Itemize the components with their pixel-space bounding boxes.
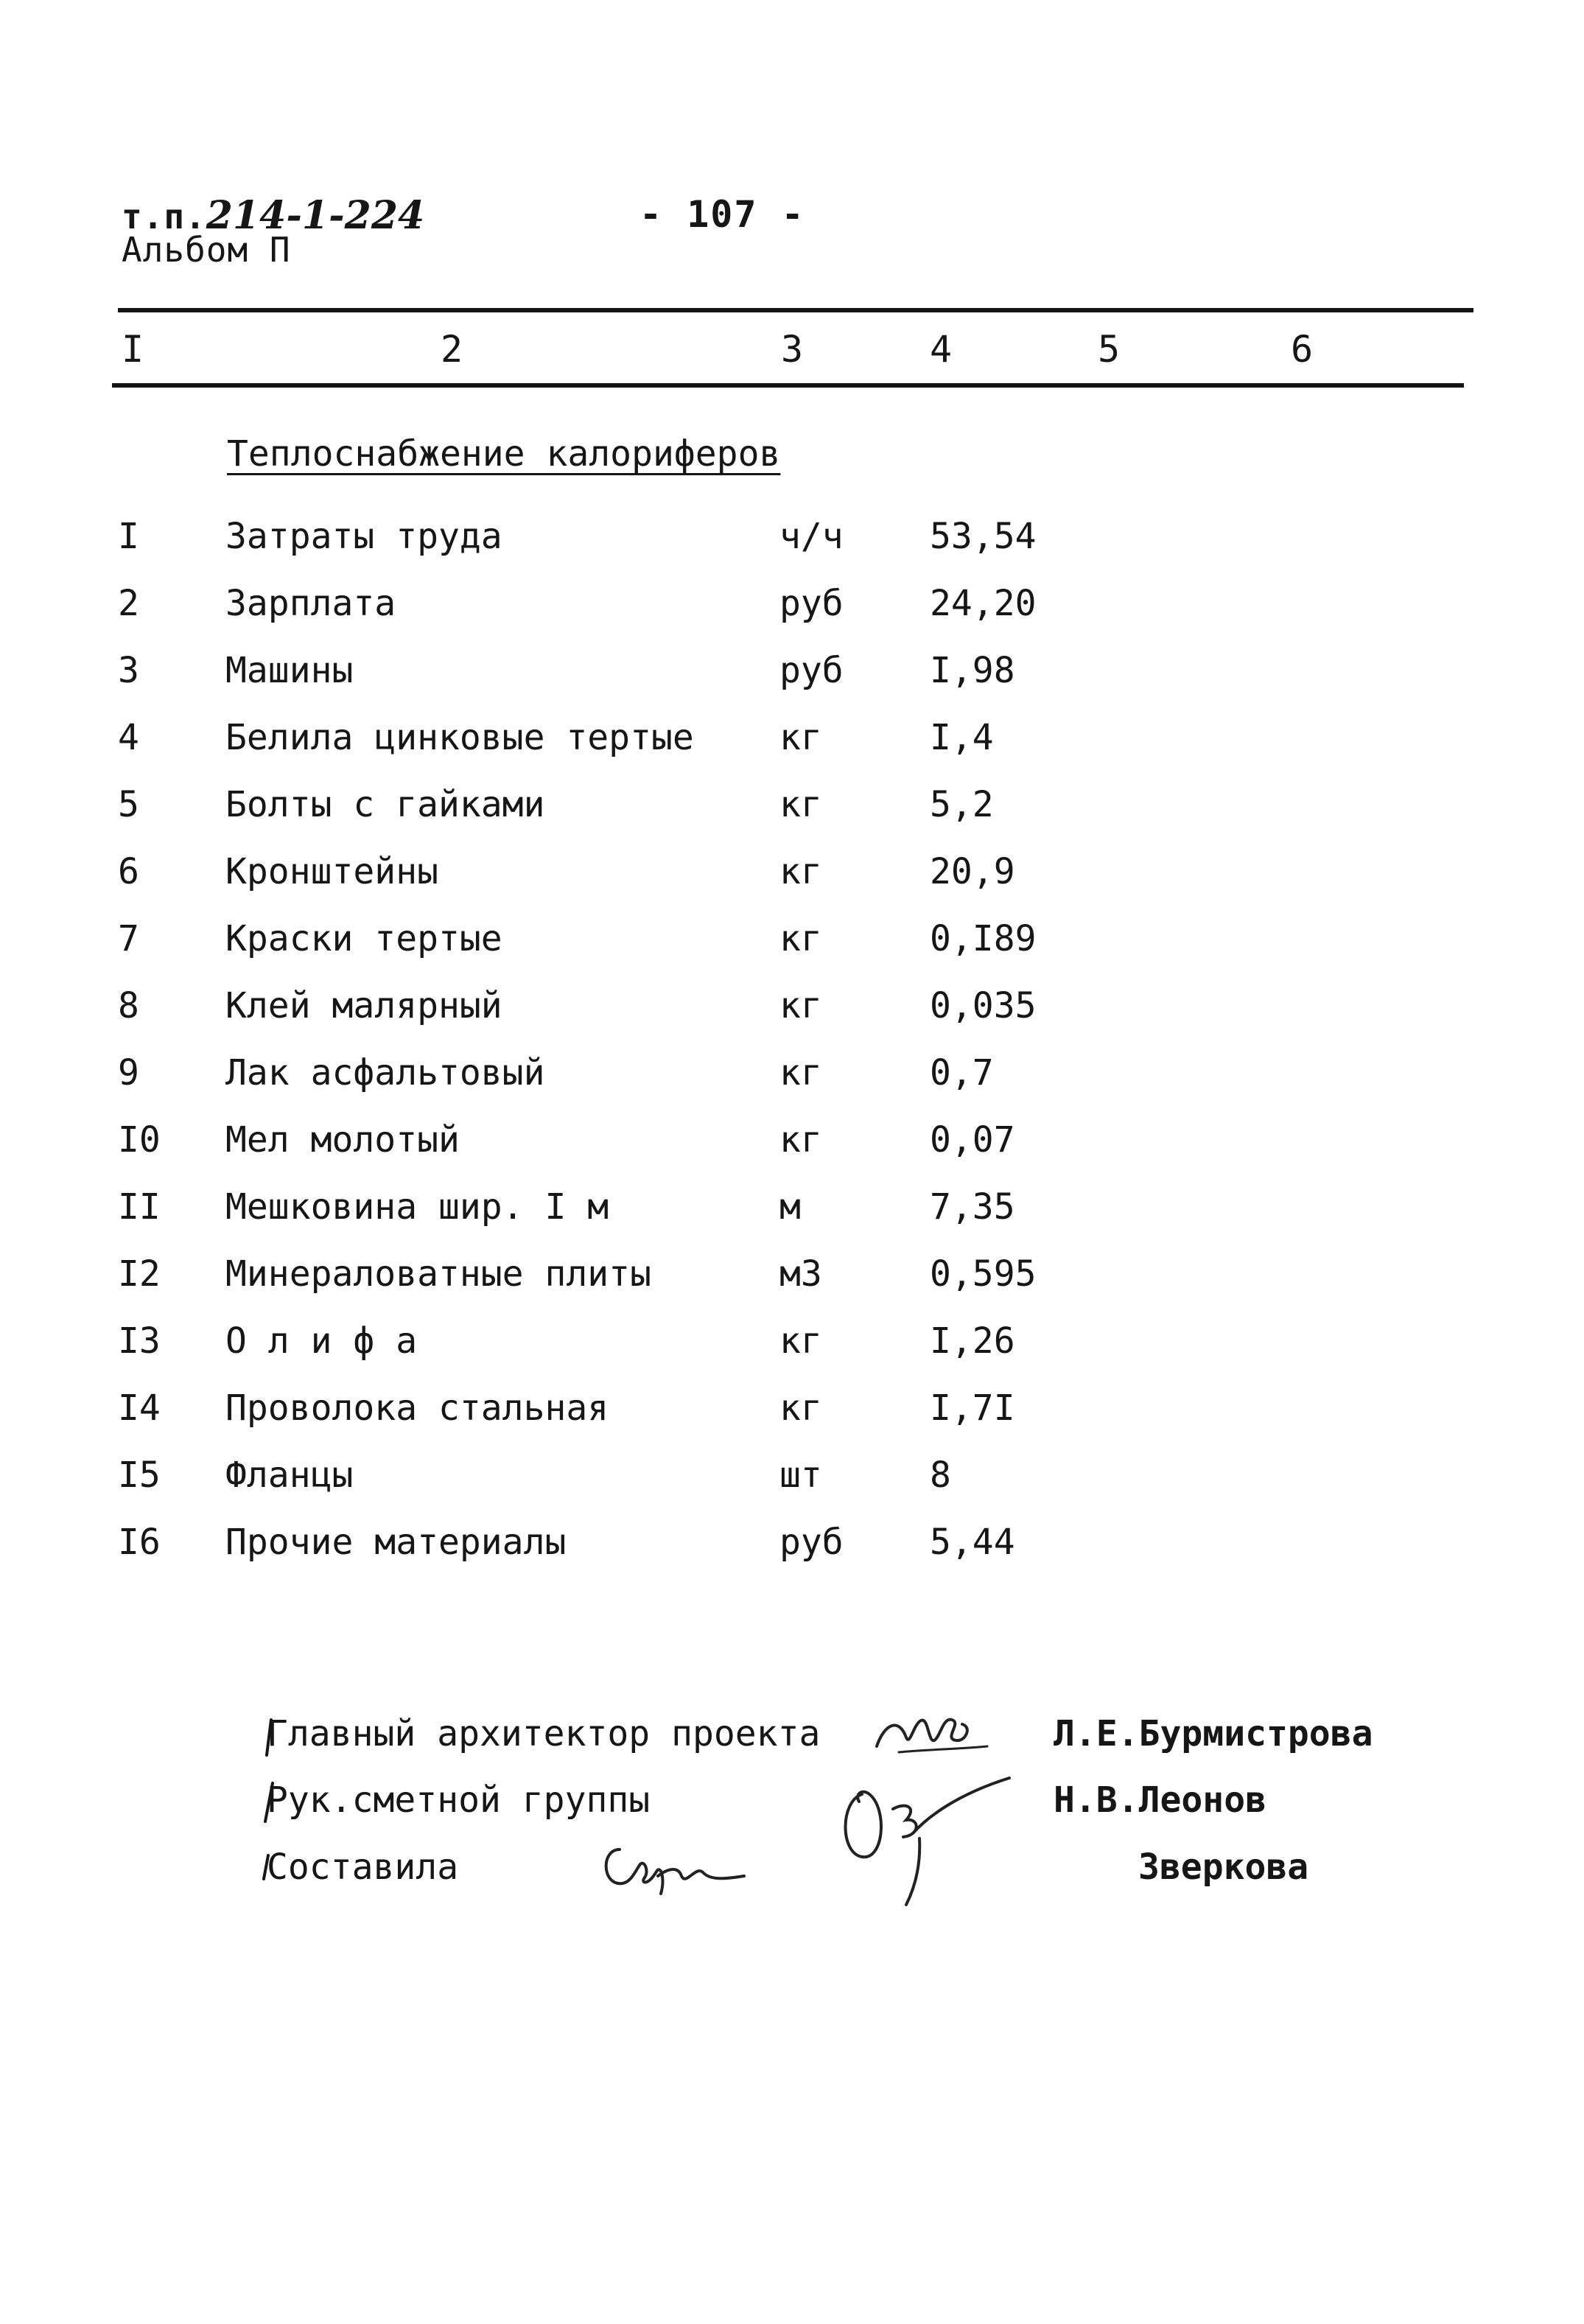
row-name: Краски тертые xyxy=(225,918,502,959)
table-row xyxy=(0,918,1584,986)
table-row xyxy=(0,1522,1584,1589)
table-row xyxy=(0,583,1584,651)
row-name: Лак асфальтовый xyxy=(225,1052,545,1093)
row-quantity: 5,44 xyxy=(930,1522,1015,1563)
signature-role-chief-architect: Главный архитектор проекта xyxy=(267,1713,821,1754)
row-unit: кг xyxy=(779,784,822,825)
signature-mark-compiler xyxy=(593,1835,755,1901)
row-unit: кг xyxy=(779,985,822,1026)
row-unit: кг xyxy=(779,1119,822,1161)
row-quantity: 0,595 xyxy=(930,1253,1037,1295)
row-name: Машины xyxy=(225,650,354,691)
row-quantity: 20,9 xyxy=(930,851,1015,892)
table-row xyxy=(0,1119,1584,1187)
row-name: Болты с гайками xyxy=(225,784,545,825)
row-unit: кг xyxy=(779,918,822,959)
table-row xyxy=(0,650,1584,718)
row-number: 9 xyxy=(118,1052,139,1093)
row-number: I2 xyxy=(118,1253,161,1295)
table-row xyxy=(0,1253,1584,1321)
row-number: 5 xyxy=(118,784,139,825)
signature-name-chief-architect: Л.Е.Бурмистрова xyxy=(1054,1713,1373,1754)
table-row xyxy=(0,1387,1584,1455)
row-unit: ч/ч xyxy=(779,516,844,557)
column-header-6: 6 xyxy=(1291,328,1314,371)
table-row xyxy=(0,516,1584,584)
row-quantity: I,4 xyxy=(930,717,994,758)
row-name: Проволока стальная xyxy=(225,1387,609,1429)
signature-name-estimate-head: Н.В.Леонов xyxy=(1054,1779,1266,1821)
album-label: Альбом П xyxy=(122,230,291,270)
row-name: Затраты труда xyxy=(225,516,502,557)
row-unit: м3 xyxy=(779,1253,822,1295)
row-quantity: 24,20 xyxy=(930,583,1037,624)
table-row xyxy=(0,1052,1584,1120)
table-top-rule xyxy=(118,308,1473,312)
table-row xyxy=(0,985,1584,1053)
row-number: I5 xyxy=(118,1455,161,1496)
row-number: I3 xyxy=(118,1320,161,1362)
row-quantity: 0,035 xyxy=(930,985,1037,1026)
row-number: I xyxy=(118,516,139,557)
row-number: 8 xyxy=(118,985,139,1026)
row-unit: кг xyxy=(779,851,822,892)
table-row xyxy=(0,717,1584,785)
row-quantity: 8 xyxy=(930,1455,951,1496)
row-quantity: 53,54 xyxy=(930,516,1037,557)
table-row xyxy=(0,851,1584,919)
row-quantity: 7,35 xyxy=(930,1186,1015,1228)
row-unit: кг xyxy=(779,1387,822,1429)
row-unit: кг xyxy=(779,1052,822,1093)
row-number: 2 xyxy=(118,583,139,624)
row-name: Мел молотый xyxy=(225,1119,460,1161)
signature-mark-estimate-head xyxy=(833,1765,1024,1912)
row-name: Мешковина шир. I м xyxy=(225,1186,609,1228)
row-unit: кг xyxy=(779,717,822,758)
row-name: Клей малярный xyxy=(225,985,502,1026)
row-quantity: 5,2 xyxy=(930,784,994,825)
row-quantity: I,26 xyxy=(930,1320,1015,1362)
table-row xyxy=(0,1186,1584,1254)
row-name: Кронштейны xyxy=(225,851,438,892)
doc-ref-number: 214-1-224 xyxy=(206,193,425,238)
column-header-2: 2 xyxy=(441,328,463,371)
row-unit: руб xyxy=(779,1522,844,1563)
row-unit: кг xyxy=(779,1320,822,1362)
column-header-3: 3 xyxy=(781,328,804,371)
row-number: I6 xyxy=(118,1522,161,1563)
column-header-4: 4 xyxy=(930,328,953,371)
page-number: - 107 - xyxy=(639,193,805,236)
signature-role-estimate-head: Рук.сметной группы xyxy=(267,1779,651,1821)
column-header-5: 5 xyxy=(1098,328,1121,371)
row-name: О л и ф а xyxy=(225,1320,418,1362)
row-quantity: I,7I xyxy=(930,1387,1015,1429)
signature-role-compiler: Составила xyxy=(267,1847,459,1888)
row-number: 6 xyxy=(118,851,139,892)
margin-tick-marks xyxy=(250,1709,280,1916)
row-number: I0 xyxy=(118,1119,161,1161)
row-number: 4 xyxy=(118,717,139,758)
doc-ref-prefix: т.п. xyxy=(122,197,206,237)
row-unit: м xyxy=(779,1186,801,1228)
row-name: Минераловатные плиты xyxy=(225,1253,651,1295)
row-name: Белила цинковые тертые xyxy=(225,717,694,758)
row-quantity: I,98 xyxy=(930,650,1015,691)
row-name: Прочие материалы xyxy=(225,1522,567,1563)
row-unit: руб xyxy=(779,650,844,691)
row-number: I4 xyxy=(118,1387,161,1429)
signature-name-compiler: Зверкова xyxy=(1138,1847,1309,1888)
section-title: Теплоснабжение калориферов xyxy=(227,433,781,475)
row-unit: шт xyxy=(779,1455,822,1496)
row-unit: руб xyxy=(779,583,844,624)
row-quantity: 0,I89 xyxy=(930,918,1037,959)
column-header-1: I xyxy=(122,328,144,371)
table-row xyxy=(0,1455,1584,1522)
row-name: Зарплата xyxy=(225,583,396,624)
row-name: Фланцы xyxy=(225,1455,354,1496)
row-number: II xyxy=(118,1186,161,1228)
row-number: 7 xyxy=(118,918,139,959)
table-header-rule xyxy=(112,383,1464,388)
signature-mark-chief-architect xyxy=(869,1695,1002,1761)
row-number: 3 xyxy=(118,650,139,691)
table-row xyxy=(0,784,1584,852)
row-quantity: 0,7 xyxy=(930,1052,994,1093)
table-row xyxy=(0,1320,1584,1388)
row-quantity: 0,07 xyxy=(930,1119,1015,1161)
